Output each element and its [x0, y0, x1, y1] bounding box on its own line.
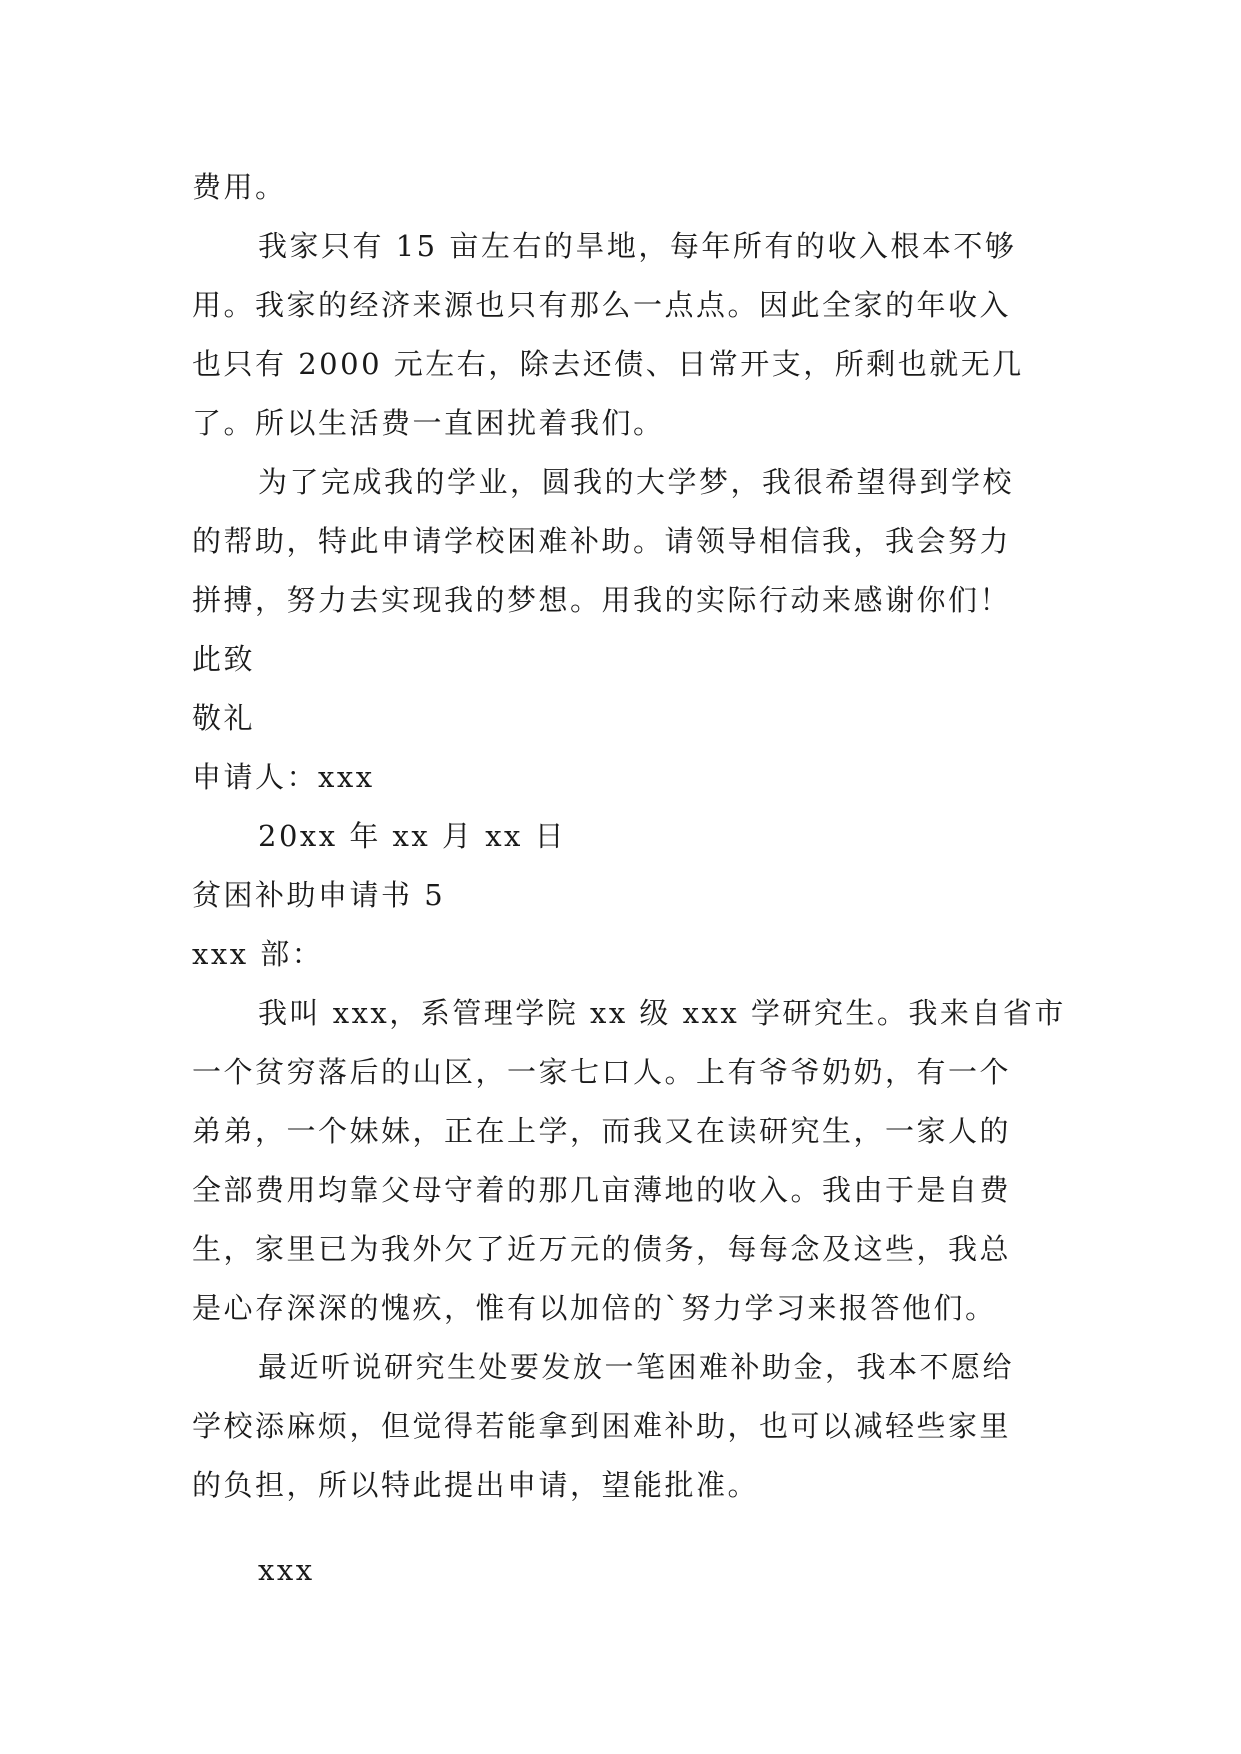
text-line-5: 了。所以生活费一直困扰着我们。 [192, 406, 665, 440]
text-line-18: 全部费用均靠父母守着的那几亩薄地的收入。我由于是自费 [192, 1173, 1012, 1207]
text-line-22: 学校添麻烦，但觉得若能拿到困难补助，也可以减轻些家里 [192, 1409, 1012, 1443]
text-line-6: 为了完成我的学业，圆我的大学梦，我很希望得到学校 [258, 465, 1015, 499]
text-line-23: 的负担，所以特此提出申请，望能批准。 [192, 1468, 760, 1502]
signature: xxx [258, 1553, 315, 1587]
text-line-20: 是心存深深的愧疚，惟有以加倍的`努力学习来报答他们。 [192, 1291, 997, 1325]
text-line-21: 最近听说研究生处要发放一笔困难补助金，我本不愿给 [258, 1350, 1015, 1384]
text-line-15: 我叫 xxx，系管理学院 xx 级 xxx 学研究生。我来自省市 [258, 996, 1066, 1030]
document-body [192, 158, 1066, 1600]
closing-salutation: 此致 [192, 642, 256, 676]
text-line-1: 费用。 [192, 170, 287, 204]
text-line-2: 我家只有 15 亩左右的旱地，每年所有的收入根本不够 [258, 229, 1017, 263]
text-line-8: 拼搏，努力去实现我的梦想。用我的实际行动来感谢你们！ [192, 583, 1012, 617]
addressee: xxx 部： [192, 937, 324, 971]
text-line-17: 弟弟，一个妹妹，正在上学，而我又在读研究生，一家人的 [192, 1114, 1012, 1148]
text-line-16: 一个贫穷落后的山区，一家七口人。上有爷爷奶奶，有一个 [192, 1055, 1012, 1089]
closing-regards: 敬礼 [192, 701, 256, 735]
paragraph-gap [192, 1515, 1062, 1541]
applicant-name: 申请人：xxx [192, 760, 375, 794]
section-title: 贫困补助申请书 5 [192, 878, 446, 912]
text-line-19: 生，家里已为我外欠了近万元的债务，每每念及这些，我总 [192, 1232, 1012, 1266]
text-line-7: 的帮助，特此申请学校困难补助。请领导相信我，我会努力 [192, 524, 1012, 558]
text-line-3: 用。我家的经济来源也只有那么一点点。因此全家的年收入 [192, 288, 1012, 322]
text-line-4: 也只有 2000 元左右，除去还债、日常开支，所剩也就无几 [192, 347, 1024, 381]
application-date: 20xx 年 xx 月 xx 日 [258, 819, 567, 853]
